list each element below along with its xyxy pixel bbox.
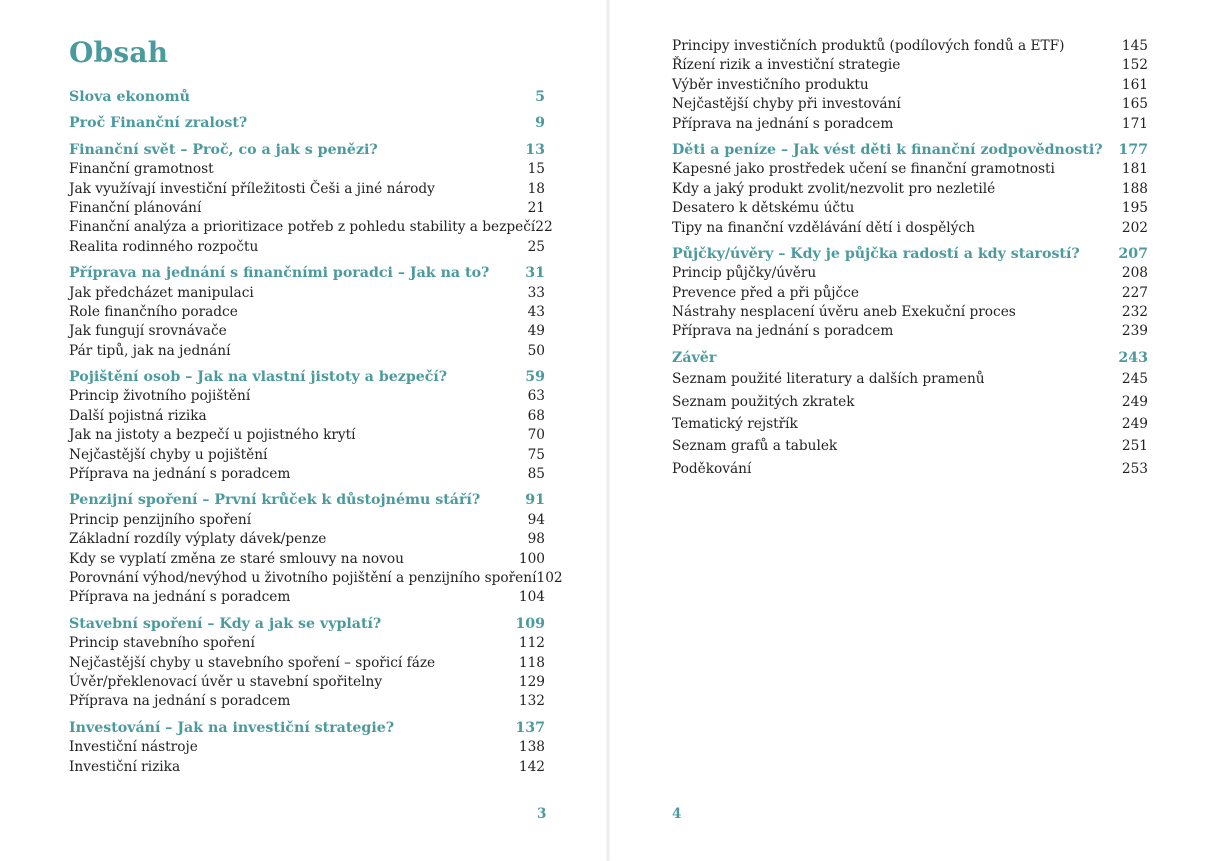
toc-entry-page: 249 [1121,393,1148,410]
toc-entry-page: 195 [1121,200,1148,217]
toc-entry-page: 13 [525,141,545,158]
toc-entry-page: 70 [527,427,545,444]
toc-entry-title: Kdy se vyplatí změna ze staré smlouvy na novou [69,550,404,567]
toc-entry-title: Řízení rizik a investiční strategie [672,57,901,74]
toc-entry[interactable] [672,284,1148,303]
toc-entry[interactable] [69,322,545,341]
toc-entry[interactable] [69,238,545,257]
toc-entry-page: 181 [1121,161,1148,178]
toc-entry-title: Desatero k dětskému účtu [672,200,855,217]
toc-entry[interactable] [69,634,545,653]
toc-entry[interactable] [69,218,553,237]
toc-entry-page: 102 [536,569,563,586]
toc-entry-page: 251 [1121,438,1148,455]
toc-entry-title: Finanční plánování [69,199,202,216]
toc-entry-title: Finanční svět – Proč, co a jak s penězi? [69,141,378,158]
toc-entry-title: Poděkování [672,460,752,477]
toc-entry[interactable] [672,76,1148,95]
toc-entry[interactable] [672,56,1148,75]
toc-entry-page: 145 [1121,38,1148,54]
toc-entry-page: 227 [1121,284,1148,301]
toc-entry-title: Finanční analýza a prioritizace potřeb z pohledu stability a bezpečí [69,219,536,236]
toc-entry-page: 171 [1121,115,1148,132]
toc-entry-title: Principy investičních produktů (podílových fondů a ETF) [672,38,1065,54]
toc-entry[interactable] [69,530,545,549]
toc-entry[interactable] [69,550,545,569]
toc-entry-page: 25 [527,238,545,255]
toc-entry-page: 245 [1121,371,1148,388]
toc-entry-page: 253 [1121,460,1148,477]
toc-chapter-entry[interactable] [69,114,545,133]
toc-entry-title: Penzijní spoření – První krůček k důstojnému stáří? [69,492,481,509]
toc-chapter-entry[interactable] [672,349,1148,368]
toc-chapter-entry[interactable] [69,719,545,738]
toc-entry-title: Jak předcházet manipulaci [69,284,254,301]
toc-entry-title: Princip stavebního spoření [69,635,255,652]
toc-entry-title: Role finančního poradce [69,303,238,320]
toc-entry[interactable] [69,426,545,445]
right-page [610,0,1217,861]
toc-entry-page: 109 [515,615,545,632]
toc-entry-page: 202 [1121,219,1148,236]
toc-entry-title: Realita rodinného rozpočtu [69,238,259,255]
toc-entry-page: 232 [1121,304,1148,321]
toc-entry[interactable] [69,654,545,673]
toc-entry-title: Proč Finanční zralost? [69,115,248,132]
toc-entry[interactable] [672,180,1148,199]
toc-entry-title: Nástrahy nesplacení úvěru aneb Exekuční proces [672,304,1016,321]
toc-entry[interactable] [672,219,1148,238]
toc-entry[interactable] [69,692,545,711]
toc-entry[interactable] [69,387,545,406]
toc-entry-title: Další pojistná rizika [69,407,207,424]
toc-entry-page: 118 [518,654,545,671]
toc-entry-title: Seznam grafů a tabulek [672,438,838,455]
toc-entry-title: Základní rozdíly výplaty dávek/penze [69,531,327,548]
toc-entry-title: Pojištění osob – Jak na vlastní jistoty a bezpečí? [69,369,448,386]
toc-entry-page: 5 [535,89,545,105]
toc-entry-title: Investiční rizika [69,758,181,775]
toc-entry-page: 112 [518,635,545,652]
toc-entry-page: 188 [1121,180,1148,197]
toc-entry[interactable] [69,673,545,692]
toc-entry[interactable] [672,322,1148,341]
toc-entry-title: Jak na jistoty a bezpečí u pojistného krytí [69,427,356,444]
toc-entry-page: 49 [527,323,545,340]
toc-entry-title: Příprava na jednání s poradcem [672,115,894,132]
toc-entry-page: 98 [527,531,545,548]
toc-entry-title: Příprava na jednání s poradcem [69,693,291,710]
toc-entry-page: 249 [1121,416,1148,433]
toc-entry-title: Seznam použitých zkratek [672,393,855,410]
left-page [0,0,606,861]
toc-entry-page: 91 [525,492,545,509]
toc-entry-title: Tipy na finanční vzdělávání dětí i dospělých [672,219,975,236]
toc-entry[interactable] [69,180,545,199]
toc-entry-title: Závěr [672,349,717,366]
toc-entry-title: Kdy a jaký produkt zvolit/nezvolit pro nezletilé [672,180,996,197]
toc-entry-page: 31 [525,265,545,282]
toc-entry-page: 152 [1121,57,1148,74]
toc-entry-title: Příprava na jednání s poradcem [69,466,291,483]
toc-entry-title: Pár tipů, jak na jednání [69,342,231,359]
toc-entry[interactable] [672,160,1148,179]
toc-entry[interactable] [69,407,545,426]
toc-entry-title: Nejčastější chyby u pojištění [69,446,268,463]
toc-entry-title: Půjčky/úvěry – Kdy je půjčka radostí a kdy starostí? [672,245,1080,262]
toc-entry-title: Jak využívají investiční příležitosti Češi a jiné národy [69,180,435,197]
toc-chapter-entry[interactable] [672,245,1148,264]
toc-entry[interactable] [69,342,545,361]
toc-entry[interactable] [672,37,1148,56]
toc-entry[interactable] [672,368,1148,390]
toc-entry-page: 104 [518,589,545,606]
toc-entry-page: 177 [1118,141,1148,158]
toc-entry-title: Kapesné jako prostředek učení se finanční gramotnosti [672,161,1055,178]
toc-chapter-entry[interactable] [69,141,545,160]
page-number-left: 3 [537,806,547,822]
toc-entry[interactable] [69,284,545,303]
toc-entry[interactable] [672,115,1148,134]
toc-entry-page: 161 [1121,76,1148,93]
toc-entry-title: Prevence před a při půjčce [672,284,859,301]
toc-entry[interactable] [69,199,545,218]
toc-entry[interactable] [69,738,545,757]
toc-entry-title: Děti a peníze – Jak vést děti k finanční zodpovědnosti? [672,141,1103,158]
toc-entry-title: Princip životního pojištění [69,388,251,405]
toc-entry[interactable] [69,569,563,588]
toc-entry-page: 63 [527,388,545,405]
toc-entry-title: Příprava na jednání s poradcem [672,323,894,340]
toc-entry-title: Investiční nástroje [69,739,198,756]
toc-entry-title: Seznam použité literatury a dalších pramenů [672,371,985,388]
toc-entry-page: 100 [518,550,545,567]
toc-entry-page: 22 [535,219,553,236]
toc-entry-title: Nejčastější chyby při investování [672,96,901,113]
toc-entry[interactable] [69,511,545,530]
toc-entry[interactable] [672,391,1148,413]
toc-entry-title: Příprava na jednání s poradcem [69,589,291,606]
toc-entry[interactable] [69,446,545,465]
toc-entry-page: 165 [1121,96,1148,113]
toc-entry[interactable] [69,303,545,322]
toc-entry-title: Stavební spoření – Kdy a jak se vyplatí? [69,615,382,632]
toc-chapter-entry[interactable] [69,88,545,107]
toc-entry-page: 129 [518,673,545,690]
page-number-right: 4 [672,806,682,822]
toc-entry-page: 75 [527,446,545,463]
toc-entry-title: Slova ekonomů [69,89,190,105]
toc-entry[interactable] [69,160,545,179]
toc-chapter-entry[interactable] [69,264,545,283]
toc-entry[interactable] [672,199,1148,218]
toc-entry-page: 21 [527,199,545,216]
toc-entry-page: 207 [1118,245,1148,262]
toc-entry-page: 142 [518,758,545,775]
toc-entry[interactable] [69,465,545,484]
page-title: Obsah [69,36,169,69]
toc-entry-page: 85 [527,466,545,483]
toc-entry-title: Princip půjčky/úvěru [672,265,817,282]
toc-entry[interactable] [672,303,1148,322]
toc-entry-page: 208 [1121,265,1148,282]
toc-entry[interactable] [69,588,545,607]
toc-entry-page: 15 [527,161,545,178]
toc-entry-title: Investování – Jak na investiční strategie? [69,719,395,736]
toc-entry-page: 243 [1118,349,1148,366]
toc-chapter-entry[interactable] [69,615,545,634]
toc-entry[interactable] [672,413,1148,435]
toc-entry-page: 239 [1121,323,1148,340]
toc-entry-page: 137 [515,719,545,736]
toc-entry-title: Finanční gramotnost [69,161,214,178]
toc-chapter-entry[interactable] [69,491,545,510]
toc-entry-page: 33 [527,284,545,301]
toc-entry-title: Nejčastější chyby u stavebního spoření – spořicí fáze [69,654,436,671]
toc-entry[interactable] [672,95,1148,114]
toc-entry-title: Princip penzijního spoření [69,511,252,528]
toc-entry-page: 59 [525,369,545,386]
toc-entry-title: Porovnání výhod/nevýhod u životního pojištění a penzijního spoření [69,569,537,586]
toc-entry-title: Úvěr/překlenovací úvěr u stavební spořitelny [69,673,383,690]
toc-right [672,37,1148,480]
toc-entry-page: 9 [535,115,545,132]
toc-entry-page: 138 [518,739,545,756]
toc-entry-title: Příprava na jednání s finančními poradci – Jak na to? [69,265,490,282]
toc-entry-title: Výběr investičního produktu [672,76,869,93]
toc-chapter-entry[interactable] [69,368,545,387]
toc-entry-title: Tematický rejstřík [672,416,798,433]
toc-entry-page: 43 [527,303,545,320]
toc-entry[interactable] [672,458,1148,480]
toc-chapter-entry[interactable] [672,141,1148,160]
toc-entry-page: 94 [527,511,545,528]
toc-left [69,88,563,777]
toc-entry-page: 132 [518,693,545,710]
toc-entry[interactable] [69,758,545,777]
toc-entry[interactable] [672,264,1148,283]
toc-entry-page: 68 [527,407,545,424]
toc-entry-page: 50 [527,342,545,359]
toc-entry-title: Jak fungují srovnávače [69,323,227,340]
toc-entry[interactable] [672,435,1148,457]
toc-entry-page: 18 [527,180,545,197]
